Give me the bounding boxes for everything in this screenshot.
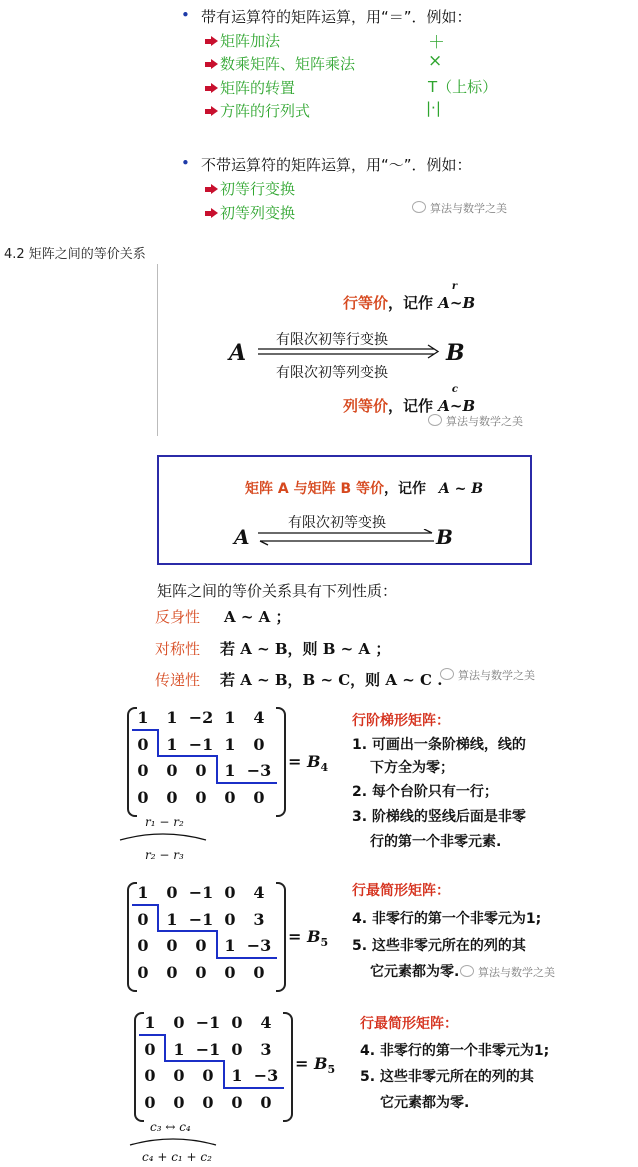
matrix-cell: 0 [231, 1013, 243, 1032]
top-arrow-label: 有限次初等行变换 [276, 332, 388, 348]
matrix-cell: 1 [224, 761, 236, 780]
matrix-cell: −3 [246, 936, 272, 955]
matrix-cell: 0 [202, 1066, 214, 1085]
list-item: 初等行变换 [205, 178, 295, 199]
list-item: 初等列变换 [205, 202, 295, 223]
note-line: 5. 这些非零元所在的列的其 [360, 1069, 534, 1085]
matrix-cell: 0 [137, 909, 149, 929]
matrix-cell: 0 [195, 787, 207, 807]
matrix-cell: 0 [137, 962, 149, 982]
matrix-cell: 0 [144, 1039, 156, 1059]
matrix-cell: −1 [188, 909, 214, 929]
list-item: 矩阵加法 [205, 30, 280, 51]
wechat-icon [428, 414, 442, 426]
matrix-1-eq: = $B_4$ [288, 752, 329, 775]
matrix-cell: 4 [253, 883, 265, 902]
matrix-cell: 0 [166, 787, 178, 807]
col-op: c₄ + c₁ + c₂ [142, 1150, 212, 1164]
matrix-cell: 0 [253, 787, 265, 807]
matrix-cell: −3 [246, 761, 272, 780]
matrix-cell: −3 [253, 1066, 279, 1085]
list-item: 矩阵的转置 [205, 77, 295, 98]
equiv-box-text: 矩阵 A 与矩阵 B 等价，记作 A ~ B [245, 481, 484, 497]
red-arrow-icon [205, 106, 218, 117]
note-line: 下方全为零； [370, 760, 454, 776]
matrix-cell: −1 [188, 734, 214, 754]
matrix-cell: 0 [137, 734, 149, 754]
col-equiv-note: 列等价，记作 A c ~B [343, 384, 476, 415]
matrix-cell: 0 [137, 936, 149, 955]
note-line: 4. 非零行的第一个非零元为1; [352, 911, 542, 927]
red-arrow-icon [205, 36, 218, 47]
matrix-cell: 3 [253, 909, 265, 929]
matrix-cell: 0 [224, 883, 236, 902]
note-title: 行最简形矩阵： [360, 1016, 458, 1032]
wechat-icon [440, 668, 454, 680]
property-name: 传递性 [155, 671, 201, 689]
matrix-cell: 0 [224, 909, 236, 929]
matrix-cell: −2 [188, 708, 214, 727]
bidirectional-arrow [256, 529, 436, 547]
matrix-cell: 1 [224, 936, 236, 955]
matrix-cell: 1 [224, 708, 236, 727]
red-arrow-icon [205, 83, 218, 94]
matrix-cell: −1 [195, 1039, 221, 1059]
property-name: 反身性 [155, 608, 201, 626]
matrix-cell: 0 [224, 962, 236, 982]
matrix-cell: 0 [260, 1092, 272, 1112]
note-line: 1. 可画出一条阶梯线，线的 [352, 737, 526, 753]
matrix-cell: 1 [231, 1066, 243, 1085]
note-line: 行的第一个非零元素. [370, 834, 502, 850]
col-op: c₃ ↔ c₄ [150, 1120, 191, 1134]
matrix-cell: 0 [137, 761, 149, 780]
op-symbol: T（上标） [428, 78, 498, 96]
matrix-cell: 0 [166, 761, 178, 780]
note-title: 行阶梯形矩阵： [352, 713, 450, 729]
ops-without-symbol-intro: 不带运算符的矩阵运算，用“～”．例如： [201, 156, 472, 174]
matrix-cell: 0 [166, 962, 178, 982]
matrix-cell: 1 [137, 708, 149, 727]
watermark: 算法与数学之美 [440, 667, 535, 683]
matrix-cell: 0 [173, 1066, 185, 1085]
staircase-line [139, 1013, 289, 1119]
equiv-box-arrow-label: 有限次初等变换 [288, 515, 386, 531]
matrix-cell: 0 [137, 787, 149, 807]
matrix-cell: 0 [195, 761, 207, 780]
matrix-cell: 0 [224, 787, 236, 807]
matrix-cell: −1 [195, 1013, 221, 1032]
matrix-cell: 1 [137, 883, 149, 902]
matrix-cell: 0 [173, 1013, 185, 1032]
staircase-line [132, 708, 282, 814]
matrix-cell: 0 [253, 734, 265, 754]
wechat-icon [412, 201, 426, 213]
note-title: 行最简形矩阵： [352, 883, 450, 899]
matrix-cell: 4 [253, 708, 265, 727]
op-symbol: ＋ [428, 33, 445, 53]
list-item: 数乘矩阵、矩阵乘法 [205, 53, 355, 74]
matrix-cell: 0 [144, 1092, 156, 1112]
note-line: 它元素都为零. [380, 1095, 470, 1111]
bottom-arrow-label: 有限次初等列变换 [276, 365, 388, 381]
matrix-b-label: B [446, 340, 465, 366]
wechat-icon [460, 965, 474, 977]
matrix-3-eq: = $B_5$ [295, 1054, 336, 1077]
matrix-cell: 0 [253, 962, 265, 982]
watermark: 算法与数学之美 [428, 413, 523, 429]
matrix-a-label: A [229, 340, 247, 366]
note-line: 它元素都为零. [370, 964, 460, 980]
matrix-cell: 1 [166, 734, 178, 754]
red-arrow-icon [205, 184, 218, 195]
op-symbol: × [428, 51, 443, 71]
transform-arrow [128, 1133, 218, 1151]
list-item: 方阵的行列式 [205, 100, 310, 121]
watermark: 算法与数学之美 [460, 964, 555, 980]
note-line: 2. 每个台阶只有一行； [352, 784, 498, 800]
watermark: 算法与数学之美 [412, 200, 507, 216]
row-op: r₂ − r₃ [145, 848, 184, 862]
staircase-line [132, 883, 282, 989]
note-line: 3. 阶梯线的竖线后面是非零 [352, 809, 526, 825]
ops-with-symbol-intro: 带有运算符的矩阵运算，用“＝”．例如： [201, 8, 472, 26]
note-line: 4. 非零行的第一个非零元为1; [360, 1043, 550, 1059]
property-text: A ~ A ； [224, 608, 291, 626]
box-b-label: B [436, 525, 453, 549]
matrix-cell: 1 [144, 1013, 156, 1032]
red-arrow-icon [205, 59, 218, 70]
box-a-label: A [234, 525, 250, 549]
section-title: 4.2 矩阵之间的等价关系 [4, 247, 146, 262]
row-equiv-note: 行等价，记作 A r ~B [343, 281, 476, 312]
property-text: 若 A ~ B，B ~ C，则 A ~ C . [220, 671, 443, 689]
matrix-cell: 0 [195, 936, 207, 955]
matrix-cell: 0 [202, 1092, 214, 1112]
matrix-cell: 0 [195, 962, 207, 982]
transform-arrow [118, 828, 208, 846]
row-op: r₁ − r₂ [145, 815, 184, 829]
red-arrow-icon [205, 208, 218, 219]
matrix-cell: 0 [231, 1092, 243, 1112]
matrix-cell: 1 [166, 909, 178, 929]
matrix-cell: 1 [224, 734, 236, 754]
property-name: 对称性 [155, 640, 201, 658]
matrix-cell: 3 [260, 1039, 272, 1059]
matrix-cell: −1 [188, 883, 214, 902]
matrix-2-eq: = $B_5$ [288, 927, 329, 950]
divider [157, 264, 158, 436]
bullet-dot: • [181, 6, 190, 24]
matrix-cell: 1 [166, 708, 178, 727]
matrix-cell: 0 [166, 883, 178, 902]
note-line: 5. 这些非零元所在的列的其 [352, 938, 526, 954]
property-text: 若 A ~ B，则 B ~ A ； [220, 640, 391, 658]
matrix-cell: 0 [144, 1066, 156, 1085]
properties-intro: 矩阵之间的等价关系具有下列性质： [157, 582, 398, 600]
op-symbol: |·| [426, 99, 441, 117]
matrix-cell: 0 [166, 936, 178, 955]
bullet-dot: • [181, 154, 190, 172]
equiv-box [157, 455, 532, 565]
double-arrow [256, 344, 442, 362]
matrix-cell: 0 [231, 1039, 243, 1059]
matrix-cell: 1 [173, 1039, 185, 1059]
matrix-cell: 0 [173, 1092, 185, 1112]
matrix-cell: 4 [260, 1013, 272, 1032]
